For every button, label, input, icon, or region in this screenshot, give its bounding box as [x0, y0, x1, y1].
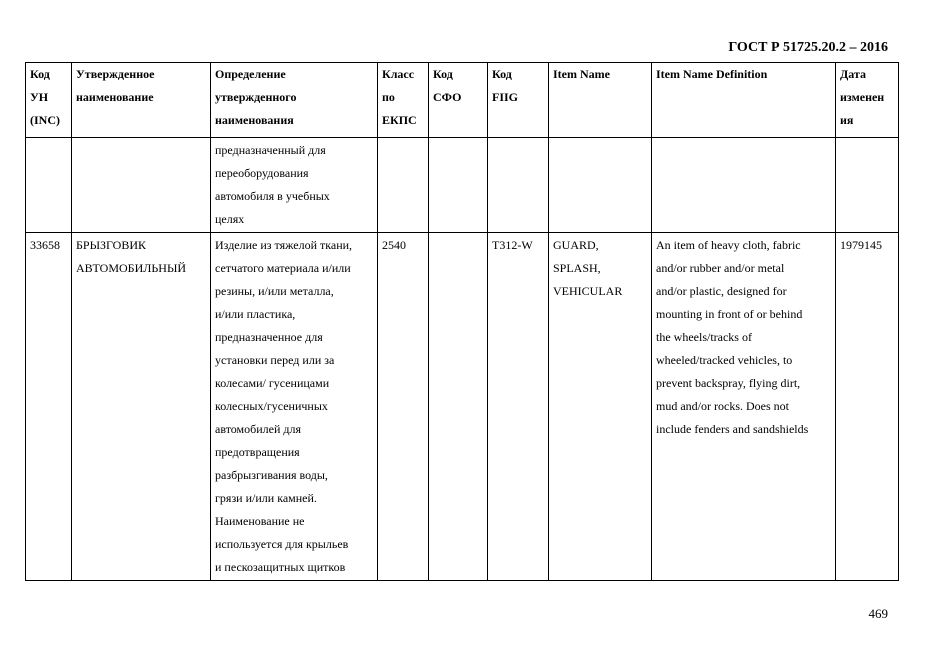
cell-sfo-code	[429, 233, 488, 581]
header-sfo-code: Код СФО	[429, 63, 488, 138]
table-row	[26, 138, 899, 233]
cell-ekps-class	[378, 138, 429, 233]
header-ekps-class: Класс по ЕКПС	[378, 63, 429, 138]
cell-inc-code: 33658	[26, 233, 72, 581]
header-fiig-code: Код FIIG	[488, 63, 549, 138]
table-header	[26, 63, 899, 138]
cell-item-name: GUARD, SPLASH, VEHICULAR	[549, 233, 652, 581]
cell-inc-code	[26, 138, 72, 233]
cell-definition-ru: Изделие из тяжелой ткани, сетчатого материала и/или резины, и/или металла, и/или пластика, предназначенное для установки перед или за колесами/ гусеницами колесных/гусеничных автомобилей для предотвращения разбрызгивания воды, грязи и/или камней. Наименование не используется для крыльев и пескозащитных щитков	[211, 233, 378, 581]
cell-change-date	[836, 138, 899, 233]
header-row	[26, 63, 899, 138]
cell-change-date: 1979145	[836, 233, 899, 581]
cell-ekps-class: 2540	[378, 233, 429, 581]
cell-item-name-definition	[652, 138, 836, 233]
cell-fiig-code	[488, 138, 549, 233]
page-number: 469	[868, 606, 888, 621]
cell-approved-name: БРЫЗГОВИК АВТОМОБИЛЬНЫЙ	[72, 233, 211, 581]
header-inc-code: Код УН (INC)	[26, 63, 72, 138]
cell-definition-ru: предназначенный для переоборудования автомобиля в учебных целях	[211, 138, 378, 233]
table-row	[26, 233, 899, 581]
cell-sfo-code	[429, 138, 488, 233]
document-standard-header: ГОСТ Р 51725.20.2 – 2016	[728, 40, 888, 55]
cell-approved-name	[72, 138, 211, 233]
header-definition: Определение утвержденного наименования	[211, 63, 378, 138]
header-item-name: Item Name	[549, 63, 652, 138]
cell-item-name-definition: An item of heavy cloth, fabric and/or rubber and/or metal and/or plastic, designed for mounting in front of or behind the wheels/tracks of wheeled/tracked vehicles, to prevent backspray, flying dirt, mud and/or rocks. Does not include fenders and sandshields	[652, 233, 836, 581]
classification-table	[25, 62, 899, 581]
cell-fiig-code: T312-W	[488, 233, 549, 581]
header-change-date: Дата изменен ия	[836, 63, 899, 138]
header-item-name-definition: Item Name Definition	[652, 63, 836, 138]
header-approved-name: Утвержденное наименование	[72, 63, 211, 138]
cell-item-name	[549, 138, 652, 233]
